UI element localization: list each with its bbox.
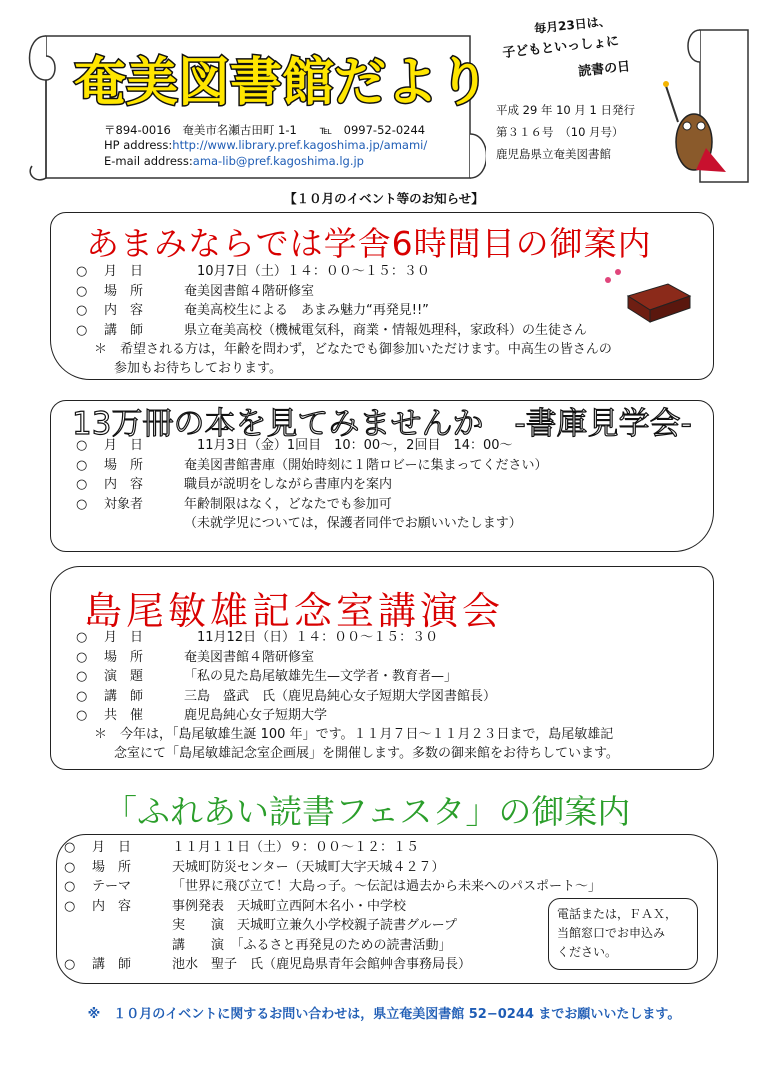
email-link[interactable]: ama-lib@pref.kagoshima.lg.jp	[192, 154, 364, 168]
masthead-text: 奄美図書館だより	[74, 53, 490, 112]
event2-row-date: ○ 月 日 11月3日（金）1回目 10：00〜，2回目 14：00〜	[76, 438, 513, 453]
event3-details	[76, 628, 696, 726]
event4-title: 「ふれあい読書フェスタ」の御案内	[104, 792, 631, 831]
event4-row-lecturer: ○ 講 師 池水 聖子 氏（鹿児島県青年会館艸舎事務局長）	[64, 957, 472, 972]
event4-row-theme: ○ テーマ 「世界に飛び立て！大島っ子。〜伝記は過去から未来へのパスポート〜」	[64, 879, 602, 894]
hp-link[interactable]: http://www.library.pref.kagoshima.jp/amami/	[172, 138, 428, 152]
callout-line-2: 当館窓口でお申込み	[557, 926, 666, 940]
application-callout	[548, 898, 698, 970]
event3-row-place: ○ 場 所 奄美図書館４階研修室	[76, 649, 315, 665]
email-label: E-mail address:	[104, 154, 193, 168]
footer-inquiry-note: ※ １０月のイベントに関するお問い合わせは，県立奄美図書館 52−0244 までお願いいたします。	[87, 1007, 681, 1022]
event4-row-demo: 実 演 天城町立兼久小学校親子読書グループ	[172, 918, 457, 933]
event2-row-place: ○ 場 所 奄美図書館書庫（開始時刻に１階ロビーに集まってください）	[76, 457, 548, 473]
event3-note-1: ＊ 今年は，「島尾敏雄生誕 100 年」です。１１月７日〜１１月２３日まで，島尾敏雄記	[94, 727, 614, 742]
event1-row-place: ○ 場 所 奄美図書館４階研修室	[76, 283, 315, 299]
address-line: 〒894-0016 奄美市名瀬古田町 1-1 ℡ 0997-52-0244	[104, 123, 426, 137]
owl-mascot-icon	[660, 22, 760, 192]
event4-row-date: ○ 月 日 １１月１１日（土）９：００〜１２：１５	[64, 840, 420, 855]
event3-row-theme: ○ 演 題 「私の見た島尾敏雄先生—文学者・教育者—」	[76, 669, 458, 684]
event2-details	[76, 436, 696, 534]
event1-title: あまみならでは学舎6時間目の御案内	[86, 224, 652, 263]
event2-row-audience-note: （未就学児については，保護者同伴でお願いいたします）	[184, 516, 522, 531]
kids-banner-line-1: 毎月23日は、	[533, 14, 612, 36]
event1-note-2: 参加もお待ちしております。	[114, 361, 282, 376]
event1-row-date: ○ 月 日 10月7日（土）１４：００〜１５：３０	[76, 264, 430, 279]
kids-reading-day-banner	[482, 14, 662, 94]
treasure-box-icon	[598, 266, 694, 324]
email-line	[104, 154, 364, 168]
event2-title: 13万冊の本を見てみませんか -書庫見学会-	[72, 406, 692, 442]
event4-row-content: ○ 内 容 事例発表 天城町立西阿木名小・中学校	[64, 898, 407, 914]
issue-number: 第３１６号 （10 月号）	[496, 125, 624, 139]
event3-row-lecturer: ○ 講 師 三島 盛武 氏（鹿児島純心女子短期大学図書館長）	[76, 688, 497, 704]
kids-banner-line-2: 子どもといっしょに	[501, 33, 620, 62]
callout-line-1: 電話または，ＦＡＸ，	[557, 907, 678, 921]
event4-row-lecture: 講 演 「ふるさと再発見のための読書活動」	[172, 937, 452, 953]
kids-banner-line-3: 読書の日	[577, 59, 631, 80]
event2-row-audience: ○ 対象者 年齢制限はなく，どなたでも参加可	[76, 496, 392, 512]
publisher: 鹿児島県立奄美図書館	[496, 147, 611, 161]
notice-title: 【１０月のイベント等のお知らせ】	[284, 191, 484, 206]
event3-row-cohost: ○ 共 催 鹿児島純心女子短期大学	[76, 708, 328, 723]
event1-details	[76, 262, 676, 340]
issue-date: 平成 29 年 10 月 1 日発行	[496, 103, 636, 117]
event3-note-2: 念室にて「島尾敏雄記念室企画展」を開催します。多数の御来館をお待ちしています。	[114, 746, 619, 761]
event3-row-date: ○ 月 日 11月12日（日）１４：００〜１５：３０	[76, 630, 439, 645]
masthead-title	[70, 50, 490, 112]
event1-note-1: ＊ 希望される方は，年齢を問わず，どなたでも御参加いただけます。中高生の皆さんの	[94, 342, 612, 357]
event3-title: 島尾敏雄記念室講演会	[84, 589, 505, 633]
event2-row-content: ○ 内 容 職員が説明をしながら書庫内を案内	[76, 477, 393, 492]
event4-row-place: ○ 場 所 天城町防災センター（天城町大字天城４２７）	[64, 859, 445, 875]
event1-row-lecturer: ○ 講 師 県立奄美高校（機械電気科，商業・情報処理科，家政科）の生徒さん	[76, 322, 588, 338]
hp-line	[104, 138, 427, 152]
hp-label: HP address:	[104, 138, 173, 152]
callout-line-3: ください。	[557, 945, 618, 959]
event1-row-content: ○ 内 容 奄美高校生による あまみ魅力“再発見!!”	[76, 303, 429, 318]
